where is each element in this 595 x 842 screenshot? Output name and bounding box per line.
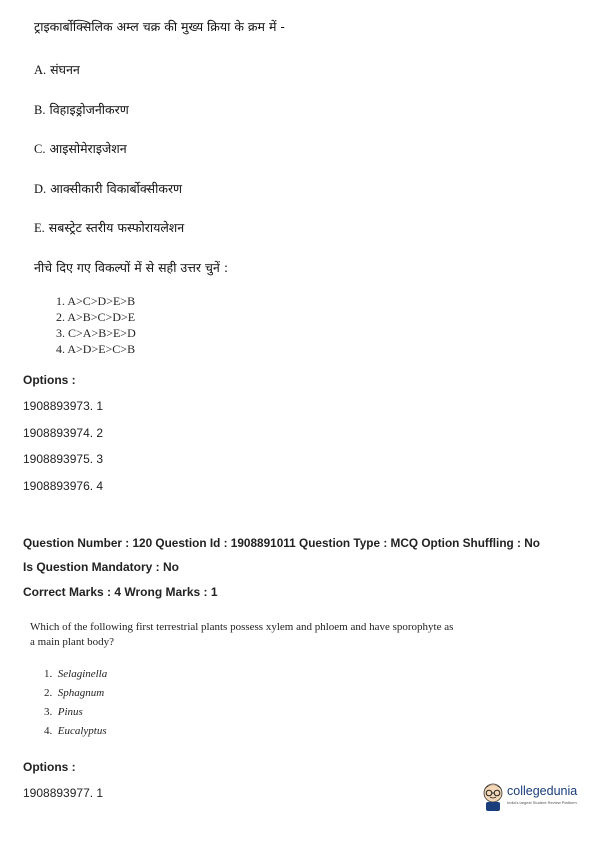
- choice-number: 4.: [44, 725, 53, 737]
- choice-item: [44, 665, 107, 684]
- choice-item: 1. A>C>D>E>B: [56, 294, 136, 308]
- choice-number: 2.: [44, 687, 53, 699]
- logo-tagline: India's largest Student Review Platform: [507, 800, 577, 805]
- choice-text: Pinus: [57, 706, 83, 718]
- statement-a: [34, 61, 80, 79]
- choice-item: 3. C>A>B>E>D: [56, 326, 136, 340]
- question-instruction: नीचे दिए गए विकल्पों में से सही उत्तर चुनें :: [34, 260, 229, 275]
- statement-text: सबस्ट्रेट स्तरीय फस्फोरायलेशन: [48, 220, 185, 235]
- statement-label: B.: [34, 103, 46, 117]
- question-stem: Which of the following first terrestrial plants possess xylem and phloem and have sporophyte as: [30, 621, 454, 633]
- choice-item: 2. A>B>C>D>E: [56, 310, 136, 324]
- choice-list: [56, 293, 136, 357]
- collegedunia-logo: [480, 780, 590, 814]
- choice-number: 1.: [44, 668, 53, 680]
- statement-text: आइसोमेराइजेशन: [49, 141, 127, 156]
- statement-text: विहाइड्रोजनीकरण: [49, 102, 129, 117]
- statement-text: आक्सीकारी विकार्बोक्सीकरण: [50, 181, 183, 196]
- statement-c: [34, 140, 127, 158]
- statement-e: [34, 219, 184, 237]
- choice-text: Eucalyptus: [57, 725, 107, 737]
- question-marks: Correct Marks : 4 Wrong Marks : 1: [23, 585, 218, 599]
- option-id: 1908893977. 1: [23, 786, 104, 800]
- question-meta: Question Number : 120 Question Id : 1908891011 Question Type : MCQ Option Shuffling : No: [23, 536, 540, 550]
- option-id: 1908893976. 4: [23, 479, 104, 493]
- choice-item: [44, 722, 107, 741]
- question-mandatory: Is Question Mandatory : No: [23, 560, 180, 574]
- statement-d: [34, 180, 182, 198]
- options-heading: Options :: [23, 373, 76, 387]
- statement-text: संघनन: [50, 62, 80, 77]
- statement-label: C.: [34, 142, 46, 156]
- choice-list: [44, 665, 107, 741]
- question-stem-continued: a main plant body?: [30, 636, 115, 648]
- choice-item: [44, 684, 107, 703]
- choice-item: [44, 703, 107, 722]
- choice-number: 3.: [44, 706, 53, 718]
- options-heading: Options :: [23, 760, 76, 774]
- option-id: 1908893973. 1: [23, 399, 104, 413]
- mascot-icon: [480, 782, 506, 812]
- choice-text: Sphagnum: [57, 687, 105, 699]
- statement-label: A.: [34, 63, 47, 77]
- statement-label: D.: [34, 182, 47, 196]
- choice-item: 4. A>D>E>C>B: [56, 342, 136, 356]
- statement-b: [34, 101, 129, 119]
- option-id: 1908893974. 2: [23, 426, 104, 440]
- choice-text: Selaginella: [57, 668, 108, 680]
- statement-label: E.: [34, 221, 45, 235]
- option-id: 1908893975. 3: [23, 452, 104, 466]
- logo-name: collegedunia: [507, 784, 578, 798]
- question-stem: ट्राइकार्बोक्सिलिक अम्ल चक्र की मुख्य क्रिया के क्रम में -: [34, 19, 285, 34]
